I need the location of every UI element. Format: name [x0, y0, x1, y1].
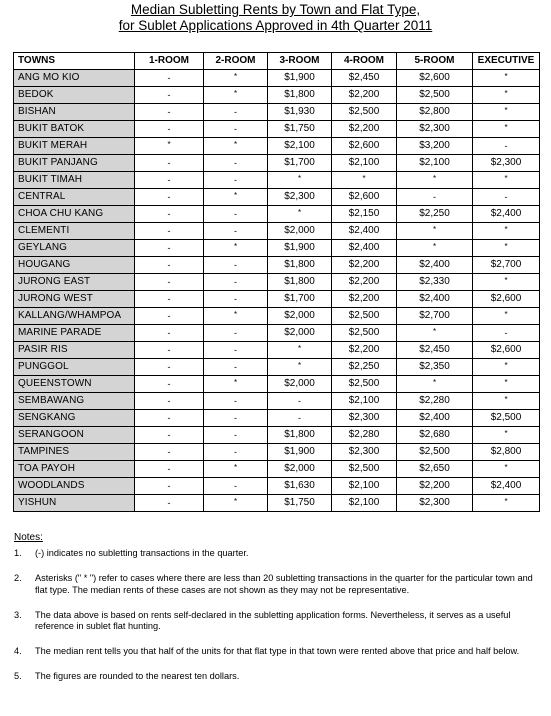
cell-1-room: -	[135, 444, 204, 461]
note-text: The figures are rounded to the nearest ten dollars.	[35, 671, 240, 681]
cell-2-room: -	[204, 104, 268, 121]
cell-town: YISHUN	[14, 495, 135, 512]
table-row	[14, 70, 540, 87]
cell-4-room: $2,300	[332, 444, 397, 461]
cell-executive: *	[473, 172, 540, 189]
cell-town: PASIR RIS	[14, 342, 135, 359]
cell-2-room: *	[204, 495, 268, 512]
cell-5-room: $2,280	[397, 393, 473, 410]
cell-2-room: -	[204, 274, 268, 291]
cell-2-room: *	[204, 240, 268, 257]
cell-4-room: $2,150	[332, 206, 397, 223]
cell-1-room: -	[135, 308, 204, 325]
cell-3-room: $2,000	[268, 308, 332, 325]
cell-1-room: -	[135, 478, 204, 495]
cell-1-room: -	[135, 325, 204, 342]
cell-3-room: $1,800	[268, 87, 332, 104]
cell-3-room: -	[268, 410, 332, 427]
cell-executive: *	[473, 104, 540, 121]
title-line-2: for Sublet Applications Approved in 4th Quarter 2011	[118, 18, 433, 33]
cell-2-room: *	[204, 138, 268, 155]
cell-4-room: $2,100	[332, 393, 397, 410]
cell-1-room: -	[135, 461, 204, 478]
cell-3-room: $1,630	[268, 478, 332, 495]
cell-5-room: $2,350	[397, 359, 473, 376]
cell-2-room: -	[204, 172, 268, 189]
cell-5-room: *	[397, 240, 473, 257]
cell-executive: $2,300	[473, 155, 540, 172]
cell-executive: *	[473, 495, 540, 512]
table-row	[14, 393, 540, 410]
cell-town: JURONG EAST	[14, 274, 135, 291]
note-item	[14, 610, 534, 633]
cell-1-room: *	[135, 138, 204, 155]
cell-town: HOUGANG	[14, 257, 135, 274]
table-row	[14, 172, 540, 189]
cell-town: MARINE PARADE	[14, 325, 135, 342]
cell-1-room: -	[135, 155, 204, 172]
cell-5-room: $2,100	[397, 155, 473, 172]
cell-executive: *	[473, 274, 540, 291]
cell-4-room: $2,200	[332, 291, 397, 308]
cell-1-room: -	[135, 410, 204, 427]
cell-executive: -	[473, 325, 540, 342]
cell-2-room: *	[204, 70, 268, 87]
cell-5-room: $2,600	[397, 70, 473, 87]
table-row	[14, 342, 540, 359]
cell-1-room: -	[135, 121, 204, 138]
header-2-room: 2-ROOM	[204, 53, 268, 70]
cell-town: CHOA CHU KANG	[14, 206, 135, 223]
cell-2-room: -	[204, 223, 268, 240]
cell-2-room: *	[204, 189, 268, 206]
cell-2-room: -	[204, 342, 268, 359]
cell-2-room: *	[204, 87, 268, 104]
cell-5-room: $3,200	[397, 138, 473, 155]
cell-4-room: $2,200	[332, 257, 397, 274]
cell-executive: *	[473, 359, 540, 376]
cell-2-room: *	[204, 461, 268, 478]
cell-town: JURONG WEST	[14, 291, 135, 308]
cell-town: BUKIT BATOK	[14, 121, 135, 138]
cell-3-room: $2,300	[268, 189, 332, 206]
cell-3-room: $2,100	[268, 138, 332, 155]
table-row	[14, 291, 540, 308]
cell-4-room: $2,400	[332, 223, 397, 240]
cell-5-room: *	[397, 376, 473, 393]
cell-5-room: $2,400	[397, 257, 473, 274]
cell-2-room: -	[204, 427, 268, 444]
table-row	[14, 461, 540, 478]
cell-executive: *	[473, 223, 540, 240]
table-row	[14, 308, 540, 325]
header-1-room: 1-ROOM	[135, 53, 204, 70]
cell-executive: *	[473, 87, 540, 104]
cell-5-room: $2,400	[397, 410, 473, 427]
table-row	[14, 427, 540, 444]
cell-1-room: -	[135, 393, 204, 410]
cell-3-room: $1,800	[268, 274, 332, 291]
cell-4-room: $2,100	[332, 495, 397, 512]
cell-3-room: $2,000	[268, 223, 332, 240]
cell-3-room: $1,930	[268, 104, 332, 121]
note-item	[14, 646, 534, 658]
header-4-room: 4-ROOM	[332, 53, 397, 70]
cell-2-room: -	[204, 325, 268, 342]
cell-5-room: $2,500	[397, 444, 473, 461]
header-3-room: 3-ROOM	[268, 53, 332, 70]
note-item	[14, 573, 534, 596]
cell-2-room: -	[204, 478, 268, 495]
cell-5-room: $2,680	[397, 427, 473, 444]
cell-1-room: -	[135, 70, 204, 87]
cell-1-room: -	[135, 376, 204, 393]
cell-1-room: -	[135, 257, 204, 274]
table-row	[14, 138, 540, 155]
cell-2-room: -	[204, 393, 268, 410]
title-line-1: Median Subletting Rents by Town and Flat Type,	[130, 2, 421, 17]
table-row	[14, 478, 540, 495]
cell-3-room: $1,750	[268, 495, 332, 512]
cell-4-room: $2,500	[332, 325, 397, 342]
cell-2-room: -	[204, 121, 268, 138]
note-text: (-) indicates no subletting transactions in the quarter.	[35, 548, 249, 558]
cell-5-room: -	[397, 189, 473, 206]
cell-executive: -	[473, 138, 540, 155]
cell-4-room: $2,200	[332, 342, 397, 359]
cell-town: CENTRAL	[14, 189, 135, 206]
cell-town: ANG MO KIO	[14, 70, 135, 87]
cell-town: WOODLANDS	[14, 478, 135, 495]
note-text: Asterisks (" * ") refer to cases where there are less than 20 subletting transactions in the quarter for the particular town and flat type. The median rents of these cases are not shown as they may not be representative.	[35, 573, 533, 595]
cell-3-room: $1,700	[268, 155, 332, 172]
cell-town: CLEMENTI	[14, 223, 135, 240]
cell-2-room: *	[204, 308, 268, 325]
cell-3-room: *	[268, 206, 332, 223]
table-row	[14, 410, 540, 427]
cell-5-room: $2,800	[397, 104, 473, 121]
cell-5-room: $2,700	[397, 308, 473, 325]
cell-2-room: *	[204, 376, 268, 393]
cell-4-room: $2,500	[332, 376, 397, 393]
note-number: 1.	[14, 548, 22, 558]
cell-4-room: $2,100	[332, 478, 397, 495]
cell-3-room: $1,900	[268, 444, 332, 461]
notes-list	[14, 548, 534, 696]
cell-5-room: $2,250	[397, 206, 473, 223]
table-row	[14, 206, 540, 223]
cell-4-room: $2,600	[332, 189, 397, 206]
header-executive: EXECUTIVE	[473, 53, 540, 70]
cell-1-room: -	[135, 495, 204, 512]
cell-executive: $2,600	[473, 291, 540, 308]
rents-table	[13, 52, 540, 512]
cell-1-room: -	[135, 274, 204, 291]
cell-executive: $2,600	[473, 342, 540, 359]
header-towns: TOWNS	[14, 53, 135, 70]
cell-5-room: $2,450	[397, 342, 473, 359]
cell-town: QUEENSTOWN	[14, 376, 135, 393]
cell-1-room: -	[135, 359, 204, 376]
cell-3-room: $2,000	[268, 461, 332, 478]
cell-1-room: -	[135, 104, 204, 121]
cell-executive: $2,800	[473, 444, 540, 461]
cell-executive: *	[473, 393, 540, 410]
cell-4-room: $2,250	[332, 359, 397, 376]
cell-town: BUKIT MERAH	[14, 138, 135, 155]
page-title	[0, 2, 551, 34]
cell-4-room: $2,500	[332, 461, 397, 478]
cell-5-room: $2,400	[397, 291, 473, 308]
cell-executive: $2,500	[473, 410, 540, 427]
cell-executive: *	[473, 121, 540, 138]
cell-town: BUKIT PANJANG	[14, 155, 135, 172]
cell-town: BUKIT TIMAH	[14, 172, 135, 189]
cell-4-room: $2,300	[332, 410, 397, 427]
table-row	[14, 274, 540, 291]
table-row	[14, 325, 540, 342]
cell-town: BEDOK	[14, 87, 135, 104]
cell-5-room: $2,300	[397, 121, 473, 138]
cell-4-room: $2,200	[332, 121, 397, 138]
cell-2-room: -	[204, 155, 268, 172]
table-row	[14, 87, 540, 104]
cell-town: SEMBAWANG	[14, 393, 135, 410]
cell-town: PUNGGOL	[14, 359, 135, 376]
table-row	[14, 104, 540, 121]
cell-2-room: -	[204, 291, 268, 308]
cell-town: KALLANG/WHAMPOA	[14, 308, 135, 325]
notes-label: Notes:	[14, 532, 43, 543]
cell-3-room: $1,800	[268, 257, 332, 274]
cell-1-room: -	[135, 189, 204, 206]
table-row	[14, 376, 540, 393]
cell-1-room: -	[135, 240, 204, 257]
note-item	[14, 548, 534, 560]
cell-executive: *	[473, 461, 540, 478]
cell-4-room: $2,200	[332, 274, 397, 291]
table-header-row	[14, 53, 540, 70]
cell-4-room: *	[332, 172, 397, 189]
note-item	[14, 671, 534, 683]
cell-1-room: -	[135, 291, 204, 308]
cell-5-room: $2,500	[397, 87, 473, 104]
cell-4-room: $2,100	[332, 155, 397, 172]
cell-1-room: -	[135, 172, 204, 189]
cell-1-room: -	[135, 342, 204, 359]
table-row	[14, 444, 540, 461]
table-row	[14, 121, 540, 138]
cell-1-room: -	[135, 87, 204, 104]
cell-5-room: *	[397, 172, 473, 189]
note-number: 2.	[14, 573, 22, 583]
cell-4-room: $2,200	[332, 87, 397, 104]
cell-3-room: $1,750	[268, 121, 332, 138]
cell-4-room: $2,500	[332, 308, 397, 325]
table-row	[14, 189, 540, 206]
cell-4-room: $2,400	[332, 240, 397, 257]
cell-executive: $2,700	[473, 257, 540, 274]
cell-town: SERANGOON	[14, 427, 135, 444]
cell-town: BISHAN	[14, 104, 135, 121]
cell-4-room: $2,450	[332, 70, 397, 87]
cell-2-room: -	[204, 206, 268, 223]
cell-executive: $2,400	[473, 478, 540, 495]
cell-3-room: *	[268, 342, 332, 359]
header-5-room: 5-ROOM	[397, 53, 473, 70]
cell-2-room: -	[204, 359, 268, 376]
cell-5-room: $2,650	[397, 461, 473, 478]
table-row	[14, 257, 540, 274]
cell-executive: -	[473, 189, 540, 206]
cell-3-room: $1,900	[268, 240, 332, 257]
cell-2-room: -	[204, 257, 268, 274]
cell-3-room: *	[268, 359, 332, 376]
cell-5-room: $2,200	[397, 478, 473, 495]
table-row	[14, 240, 540, 257]
cell-4-room: $2,280	[332, 427, 397, 444]
cell-3-room: $1,700	[268, 291, 332, 308]
note-text: The data above is based on rents self-declared in the subletting application forms. Nevertheless, it serves as a useful reference in sublet flat hunting.	[35, 609, 511, 631]
cell-3-room: $2,000	[268, 376, 332, 393]
cell-1-room: -	[135, 427, 204, 444]
cell-executive: *	[473, 308, 540, 325]
cell-3-room: $2,000	[268, 325, 332, 342]
cell-5-room: *	[397, 223, 473, 240]
table-row	[14, 223, 540, 240]
cell-4-room: $2,600	[332, 138, 397, 155]
cell-town: TAMPINES	[14, 444, 135, 461]
cell-3-room: *	[268, 172, 332, 189]
cell-4-room: $2,500	[332, 104, 397, 121]
cell-3-room: $1,800	[268, 427, 332, 444]
cell-executive: *	[473, 427, 540, 444]
cell-executive: *	[473, 376, 540, 393]
cell-town: SENGKANG	[14, 410, 135, 427]
cell-2-room: -	[204, 410, 268, 427]
table-row	[14, 155, 540, 172]
cell-3-room: -	[268, 393, 332, 410]
cell-1-room: -	[135, 206, 204, 223]
cell-5-room: $2,300	[397, 495, 473, 512]
cell-5-room: $2,330	[397, 274, 473, 291]
note-number: 5.	[14, 671, 22, 681]
note-text: The median rent tells you that half of the units for that flat type in that town were rented above that price and half below.	[35, 646, 520, 656]
cell-executive: *	[473, 240, 540, 257]
cell-town: TOA PAYOH	[14, 461, 135, 478]
cell-1-room: -	[135, 223, 204, 240]
table-row	[14, 359, 540, 376]
note-number: 3.	[14, 609, 22, 620]
cell-3-room: $1,900	[268, 70, 332, 87]
cell-2-room: -	[204, 444, 268, 461]
cell-executive: *	[473, 70, 540, 87]
cell-town: GEYLANG	[14, 240, 135, 257]
note-number: 4.	[14, 646, 22, 656]
table-row	[14, 495, 540, 512]
cell-executive: $2,400	[473, 206, 540, 223]
cell-5-room: *	[397, 325, 473, 342]
